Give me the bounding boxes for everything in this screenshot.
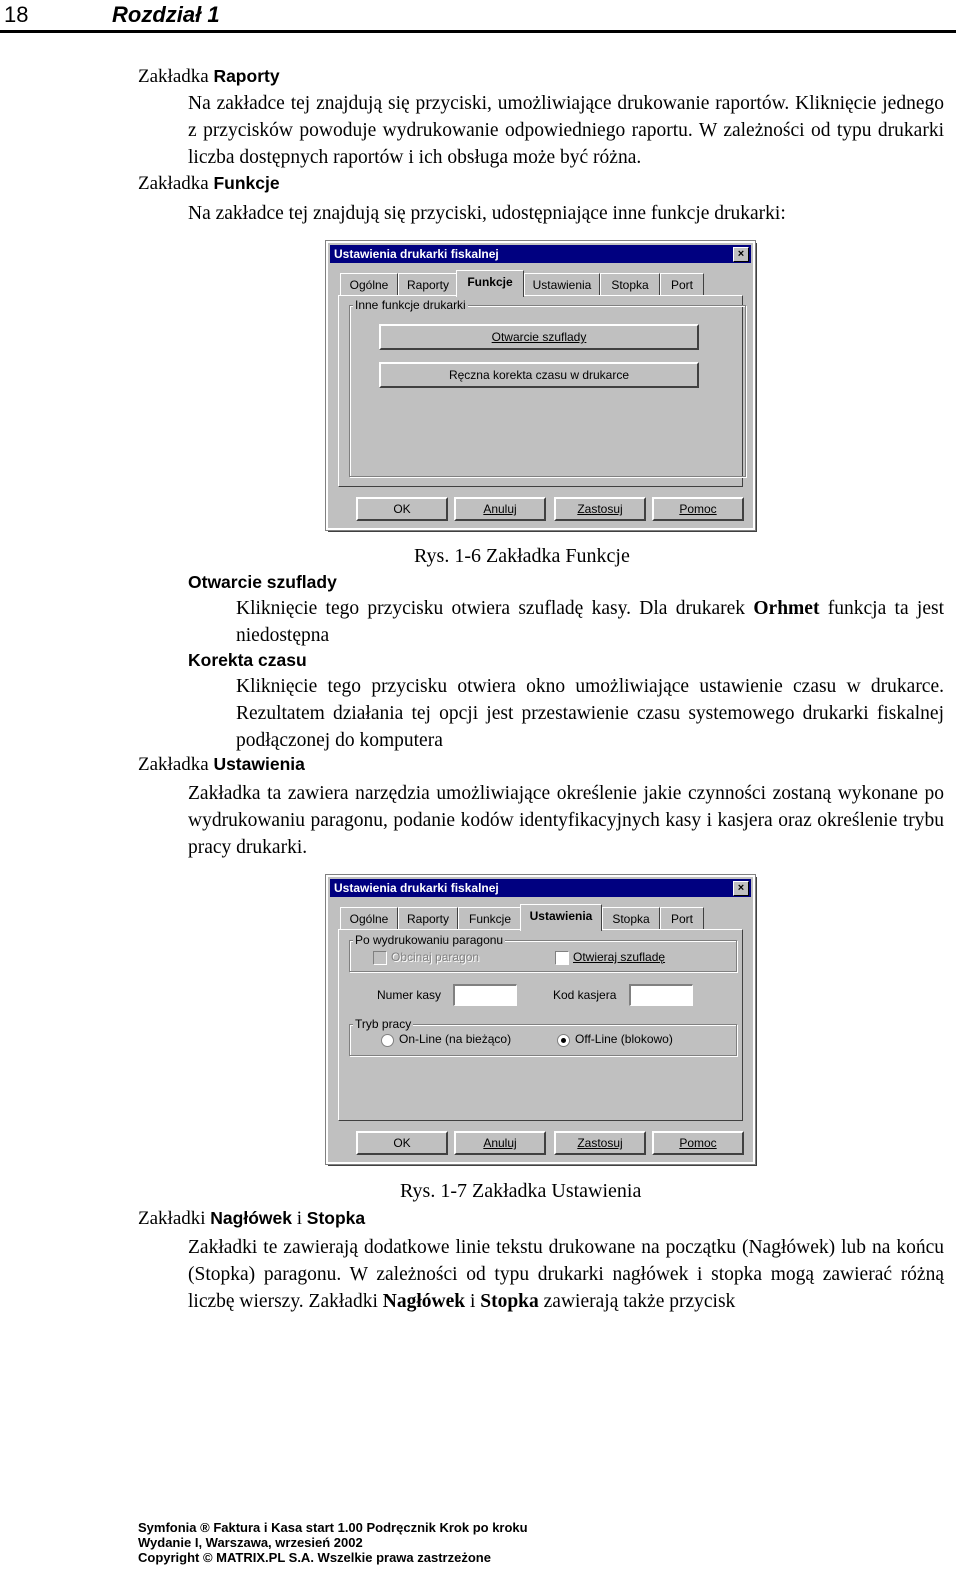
tab-stopka[interactable]: Stopka [600,273,660,296]
section-text-raporty: Na zakładce tej znajdują się przyciski, umożliwiające drukowanie raportów. Kliknięcie jednego z przycisków powoduje wydrukowanie odpowiedniego raportu. W zależności od typu drukarki liczba dostępnych raportów i ich obsługa może być różna. [188,93,944,168]
heading-prefix: Zakładka [138,66,214,87]
page-number: 18 [4,2,29,27]
button-label: Pomoc [679,1136,717,1150]
open-drawer-button[interactable] [379,324,699,350]
section-heading-ustawienia [138,754,305,776]
close-icon[interactable]: × [733,247,749,262]
section-text-ustawienia: Zakładka ta zawiera narzędzia umożliwiające określenie jakie czynności zostaną wykonane po wydrukowaniu paragonu, podanie kodów identyfikacyjnych kasy i kasjera oraz określenie trybu pracy drukarki. [188,783,944,858]
tab-ogolne[interactable]: Ogólne [340,907,398,930]
register-number-label: Numer kasy [377,988,442,1002]
text-part: funkcja ta jest niedostępna [236,598,945,646]
tab-panel [338,295,743,487]
chapter-title: Rozdział 1 [112,2,220,27]
cancel-button[interactable] [454,497,546,521]
heading-keyword: Raporty [213,66,280,86]
heading-keyword: Ustawienia [213,754,305,774]
button-label: Anuluj [483,1136,517,1150]
tab-port[interactable]: Port [660,273,704,296]
tab-stopka[interactable]: Stopka [602,907,660,930]
tab-raporty[interactable]: Raporty [398,273,458,296]
subheading-otwarcie: Otwarcie szuflady [188,572,337,592]
cancel-button[interactable] [454,1131,546,1155]
dialog-title: Ustawienia drukarki fiskalnej [334,881,499,895]
offline-radio[interactable] [557,1034,570,1047]
ok-button[interactable]: OK [356,497,448,521]
section-heading-funkcje [138,173,280,195]
text-otwarcie [236,595,944,649]
help-button[interactable] [652,497,744,521]
section-heading-naglowek [138,1208,365,1230]
heading-keyword: Funkcje [213,173,280,193]
time-correction-button[interactable]: Ręczna korekta czasu w drukarce [379,362,699,388]
header-rule [0,30,956,33]
ok-button[interactable]: OK [356,1131,448,1155]
heading-prefix: Zakładka [138,173,214,194]
footer [138,1520,528,1565]
text-part: Kliknięcie tego przycisku otwiera szufladę kasy. Dla drukarek [236,598,754,619]
tab-funkcje[interactable]: Funkcje [456,270,524,297]
section-text-naglowek [188,1234,944,1315]
text-part: i [465,1291,481,1312]
button-label: Pomoc [679,502,717,516]
group-label: Inne funkcje drukarki [355,298,466,312]
cashier-code-input[interactable] [629,984,693,1006]
subheading-korekta: Korekta czasu [188,650,307,670]
apply-button[interactable] [554,497,646,521]
tab-panel [338,929,743,1121]
section-text-funkcje: Na zakładce tej znajdują się przyciski, udostępniające inne funkcje drukarki: [188,203,786,224]
tab-funkcje[interactable]: Funkcje [458,907,522,930]
figure-caption-2: Rys. 1-7 Zakładka Ustawienia [400,1180,642,1202]
section-heading-raporty [138,66,280,88]
tab-ustawienia[interactable]: Ustawienia [520,904,602,931]
heading-mid: i [291,1208,307,1229]
figure-caption-1: Rys. 1-6 Zakładka Funkcje [414,545,630,567]
button-label: Anuluj [483,502,517,516]
online-label: On-Line (na bieżąco) [399,1032,512,1046]
footer-line-3: Copyright © MATRIX.PL S.A. Wszelkie prawa zastrzeżone [138,1550,491,1565]
online-radio[interactable] [381,1034,394,1047]
cut-receipt-label: Obcinaj paragon [391,950,480,964]
printer-settings-dialog-ustawienia [326,875,755,1164]
button-label: Otwarcie szuflady [491,330,587,344]
group-label: Tryb pracy [355,1017,412,1031]
close-icon[interactable]: × [733,881,749,896]
text-part: zawierają także przycisk [538,1291,736,1312]
footer-line-2: Wydanie I, Warszawa, wrzesień 2002 [138,1535,363,1550]
button-label: Zastosuj [577,502,623,516]
text-bold: Orhmet [753,598,820,619]
offline-label: Off-Line (blokowo) [575,1032,673,1046]
heading-prefix: Zakładki [138,1208,211,1229]
cut-receipt-checkbox[interactable] [373,951,387,965]
heading-keyword: Stopka [306,1208,366,1228]
open-drawer-checkbox[interactable] [555,951,569,965]
button-label: Zastosuj [577,1136,623,1150]
dialog-titlebar [330,245,751,263]
tab-raporty[interactable]: Raporty [398,907,458,930]
open-drawer-label: Otwieraj szufladę [573,950,666,964]
heading-prefix: Zakładka [138,754,214,775]
text-bold: Nagłówek [382,1291,466,1312]
group-label: Po wydrukowaniu paragonu [355,933,504,947]
text-bold: Stopka [480,1291,539,1312]
cashier-code-label: Kod kasjera [553,988,617,1002]
tab-ustawienia[interactable]: Ustawienia [524,273,600,296]
printer-settings-dialog-funkcje [326,241,755,530]
tab-ogolne[interactable]: Ogólne [340,273,398,296]
text-part: Zakładki te zawierają dodatkowe linie tekstu drukowane na początku (Nagłówek) lub na końcu (Stopka) paragonu. W zależności od typu drukarki nagłówek i stopka mogą zawierać różną liczbę wierszy. Zakładki [188,1237,944,1312]
dialog-titlebar [330,879,751,897]
register-number-input[interactable] [453,984,517,1006]
dialog-title: Ustawienia drukarki fiskalnej [334,247,499,261]
footer-line-1: Symfonia ® Faktura i Kasa start 1.00 Podręcznik Krok po kroku [138,1520,528,1535]
tab-port[interactable]: Port [660,907,704,930]
heading-keyword: Nagłówek [210,1208,292,1228]
apply-button[interactable] [554,1131,646,1155]
text-korekta: Kliknięcie tego przycisku otwiera okno umożliwiające ustawienie czasu w drukarce. Rezultatem działania tej opcji jest przestawienie czasu systemowego drukarki fiskalnej podłączonej do komputera [236,676,944,751]
help-button[interactable] [652,1131,744,1155]
